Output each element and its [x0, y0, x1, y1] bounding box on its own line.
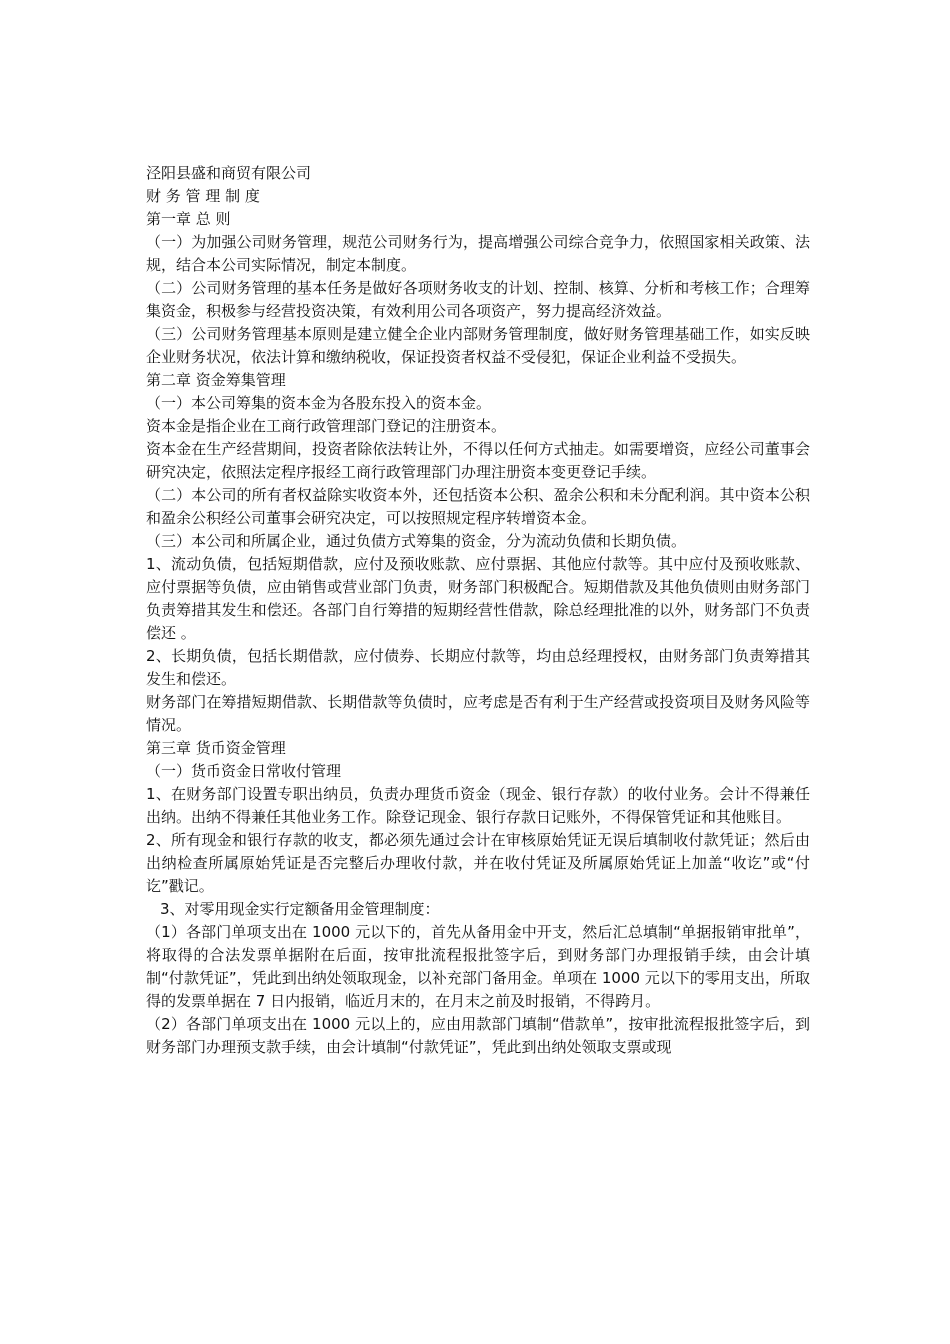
- paragraph: 2、所有现金和银行存款的收支，都必须先通过会计在审核原始凭证无误后填制收付款凭证；然后由出纳检查所属原始凭证是否完整后办理收付款，并在收付凭证及所属原始凭证上加盖“收讫”或“付讫”戳记。: [146, 831, 810, 895]
- paragraph: （1）各部门单项支出在 1000 元以下的，首先从备用金中开支，然后汇总填制“单据报销审批单”，将取得的合法发票单据附在后面，按审批流程报批签字后，到财务部门办理报销手续，由会计填制“付款凭证”，凭此到出纳处领取现金，以补充部门备用金。单项在 1000 元以下的零用支出，所取得的发票单据在 7 日内报销，临近月末的，在月末之前及时报销，不得跨月。: [146, 923, 810, 1010]
- document-title: 财 务 管 理 制 度: [146, 187, 260, 205]
- paragraph: （三）本公司和所属企业，通过负债方式筹集的资金，分为流动负债和长期负债。: [146, 532, 687, 550]
- paragraph: 3、对零用现金实行定额备用金管理制度：: [160, 900, 440, 918]
- paragraph: （一）本公司筹集的资本金为各股东投入的资本金。: [146, 394, 492, 412]
- paragraph: （三）公司财务管理基本原则是建立健全企业内部财务管理制度，做好财务管理基础工作，如实反映企业财务状况，依法计算和缴纳税收，保证投资者权益不受侵犯，保证企业利益不受损失。: [146, 325, 810, 366]
- company-name: 泾阳县盛和商贸有限公司: [146, 164, 312, 182]
- chapter-heading: 第三章 货币资金管理: [146, 739, 286, 757]
- paragraph: 2、长期负债，包括长期借款，应付债券、长期应付款等，均由总经理授权，由财务部门负责筹措其发生和偿还。: [146, 647, 810, 688]
- paragraph: （2）各部门单项支出在 1000 元以上的，应由用款部门填制“借款单”，按审批流程报批签字后，到财务部门办理预支款手续，由会计填制“付款凭证”，凭此到出纳处领取支票或现: [146, 1015, 810, 1056]
- paragraph: 财务部门在筹措短期借款、长期借款等负债时，应考虑是否有利于生产经营或投资项目及财务风险等情况。: [146, 693, 810, 734]
- paragraph: （二）本公司的所有者权益除实收资本外，还包括资本公积、盈余公积和未分配利润。其中资本公积和盈余公积经公司董事会研究决定，可以按照规定程序转增资本金。: [146, 486, 810, 527]
- chapter-heading: 第二章 资金筹集管理: [146, 371, 286, 389]
- paragraph: （一）为加强公司财务管理，规范公司财务行为，提高增强公司综合竞争力，依照国家相关政策、法规，结合本公司实际情况，制定本制度。: [146, 233, 810, 274]
- paragraph: 1、流动负债，包括短期借款，应付及预收账款、应付票据、其他应付款等。其中应付及预收账款、应付票据等负债，应由销售或营业部门负责，财务部门积极配合。短期借款及其他负债则由财务部门负责筹措其发生和偿还。各部门自行筹措的短期经营性借款，除总经理批准的以外，财务部门不负责偿还 。: [146, 555, 810, 642]
- paragraph: （二）公司财务管理的基本任务是做好各项财务收支的计划、控制、核算、分析和考核工作；合理筹集资金，积极参与经营投资决策，有效利用公司各项资产，努力提高经济效益。: [146, 279, 810, 320]
- paragraph: 1、在财务部门设置专职出纳员，负责办理货币资金（现金、银行存款）的收付业务。会计不得兼任出纳。出纳不得兼任其他业务工作。除登记现金、银行存款日记账外，不得保管凭证和其他账目。: [146, 785, 810, 826]
- paragraph: （一）货币资金日常收付管理: [146, 762, 342, 780]
- paragraph: 资本金在生产经营期间，投资者除依法转让外，不得以任何方式抽走。如需要增资，应经公司董事会研究决定，依照法定程序报经工商行政管理部门办理注册资本变更登记手续。: [146, 440, 810, 481]
- paragraph: 资本金是指企业在工商行政管理部门登记的注册资本。: [146, 417, 507, 435]
- chapter-heading: 第一章 总 则: [146, 210, 231, 228]
- document-body: [146, 162, 810, 1059]
